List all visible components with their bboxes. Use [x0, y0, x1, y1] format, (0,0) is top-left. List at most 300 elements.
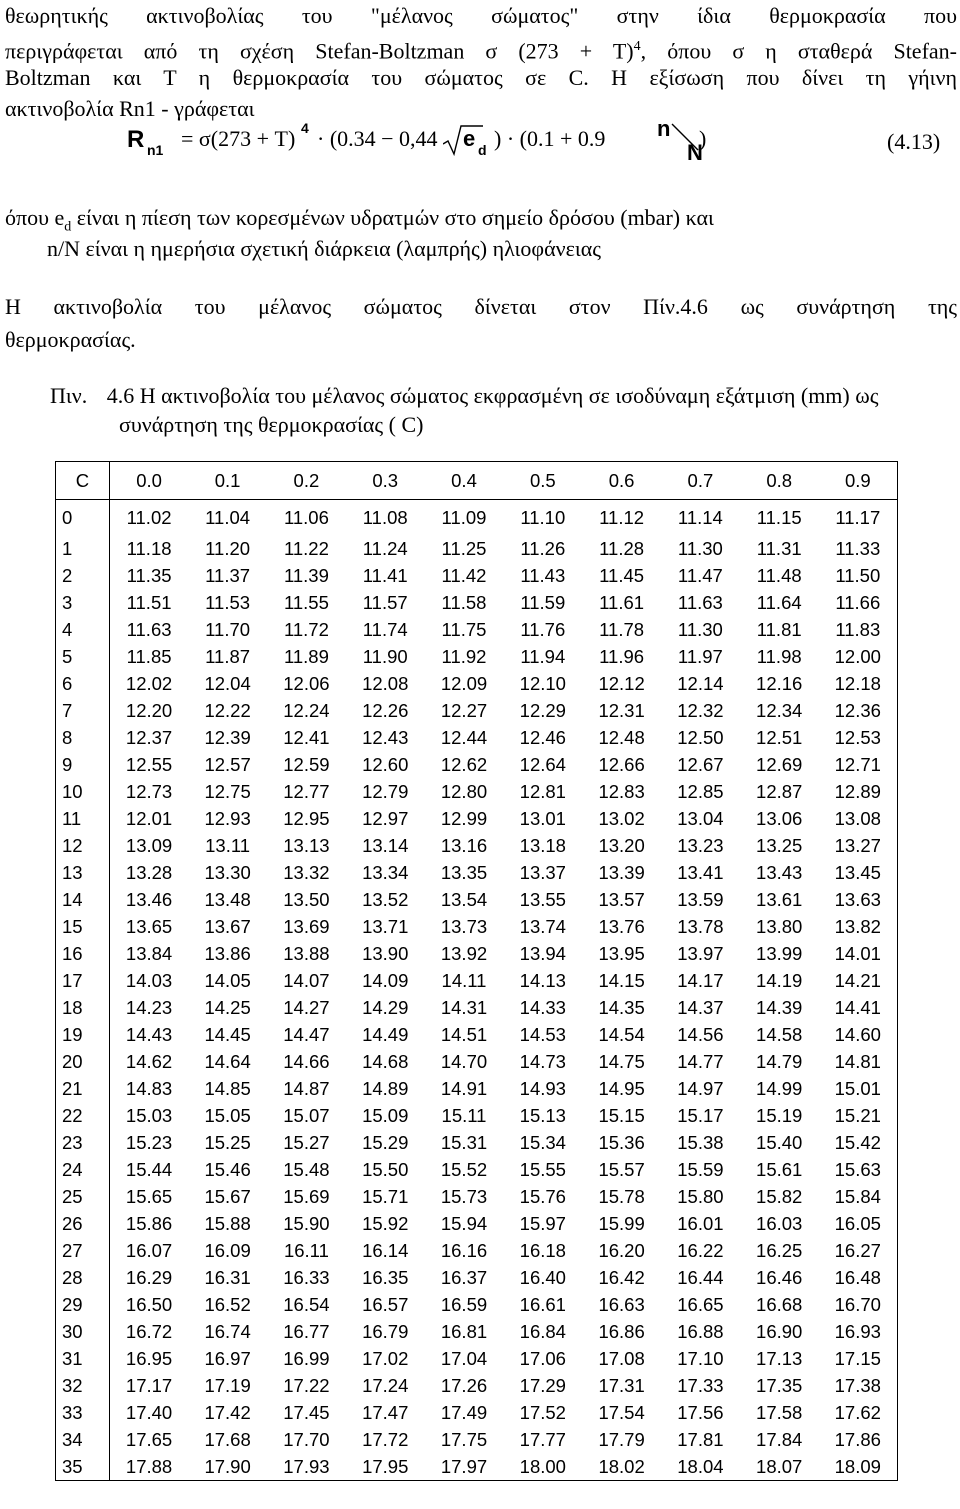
table-cell: 14.29 [362, 996, 409, 1018]
table-cell: 11.41 [362, 564, 408, 586]
table-row [56, 1210, 898, 1237]
row-header-temperature: 27 [56, 1237, 110, 1264]
row-header-temperature: 21 [56, 1075, 110, 1102]
table-cell: 12.36 [819, 697, 898, 724]
table-cell: 16.14 [362, 1239, 409, 1261]
table-cell: 16.50 [125, 1293, 173, 1315]
table-cell: 16.59 [440, 1293, 488, 1315]
row-header-temperature: 30 [56, 1318, 110, 1345]
table-cell: 12.26 [362, 699, 409, 721]
table-cell: 11.15 [740, 500, 819, 536]
table-cell: 16.52 [204, 1293, 251, 1315]
table-cell: 14.93 [519, 1077, 566, 1099]
table-cell: 11.76 [520, 618, 566, 640]
table-cell: 13.20 [598, 834, 645, 856]
table-cell: 17.84 [756, 1428, 803, 1450]
table-cell: 11.66 [819, 589, 898, 616]
table-cell: 13.78 [677, 915, 724, 937]
table-cell: 15.57 [598, 1158, 645, 1180]
table-cell: 15.67 [204, 1185, 251, 1207]
row-header-temperature: 31 [56, 1345, 110, 1372]
table-cell: 18.09 [819, 1453, 898, 1481]
row-header-temperature: 8 [56, 724, 110, 751]
table-cell: 15.82 [756, 1185, 803, 1207]
table-cell: 15.59 [677, 1158, 724, 1180]
table-cell: 16.90 [756, 1320, 803, 1342]
table-cell: 12.18 [819, 670, 898, 697]
table-cell: 13.48 [204, 888, 251, 910]
table-row [56, 616, 898, 643]
table-cell: 15.05 [204, 1104, 251, 1126]
table-cell: 15.50 [362, 1158, 409, 1180]
table-row [56, 1399, 898, 1426]
formula-eq: = σ(273 + T) [181, 126, 296, 151]
table-cell: 11.53 [205, 591, 251, 613]
table-cell: 13.84 [125, 942, 173, 964]
table-row [56, 994, 898, 1021]
table-cell: 12.59 [283, 753, 330, 775]
table-cell: 13.50 [283, 888, 330, 910]
table-cell: 11.96 [599, 645, 645, 667]
table-cell: 11.43 [520, 564, 566, 586]
table-cell: 11.98 [756, 645, 802, 667]
table-cell: 13.37 [519, 861, 566, 883]
intro-line-2-sup: 4 [633, 39, 641, 54]
table-cell: 12.27 [440, 699, 488, 721]
column-header: 0.2 [267, 462, 346, 500]
table-cell: 14.87 [283, 1077, 330, 1099]
table-row [56, 832, 898, 859]
table-cell: 15.19 [756, 1104, 803, 1126]
table-cell: 16.48 [819, 1264, 898, 1291]
table-cell: 12.99 [440, 807, 488, 829]
table-cell: 12.79 [362, 780, 409, 802]
table-cell: 12.29 [519, 699, 566, 721]
table-cell: 11.37 [205, 564, 251, 586]
table-header-row [56, 462, 898, 500]
table-cell: 17.24 [362, 1374, 409, 1396]
table-cell: 17.93 [267, 1453, 346, 1481]
table-cell: 12.62 [440, 753, 488, 775]
table-cell: 12.57 [204, 753, 251, 775]
table-cell: 14.89 [362, 1077, 409, 1099]
definition-text-b: είναι η πίεση των κορεσμένων υδρατμών στο σημείο δρόσου (mbar) και [71, 205, 714, 230]
table-row [56, 940, 898, 967]
table-cell: 14.53 [519, 1023, 566, 1045]
column-header: 0.0 [109, 462, 188, 500]
table-cell: 13.82 [819, 913, 898, 940]
row-header-temperature: 4 [56, 616, 110, 643]
table-cell: 13.57 [598, 888, 645, 910]
table-cell: 15.07 [283, 1104, 330, 1126]
table-cell: 13.86 [204, 942, 251, 964]
table-cell: 14.23 [125, 996, 173, 1018]
table-cell: 14.33 [519, 996, 566, 1018]
intro-line-2-text-b: , όπου σ η σταθερά Stefan- [640, 38, 957, 64]
table-cell: 15.21 [819, 1102, 898, 1129]
table-cell: 12.97 [362, 807, 409, 829]
table-cell: 16.40 [519, 1266, 566, 1288]
row-header-temperature: 5 [56, 643, 110, 670]
table-cell: 16.88 [677, 1320, 724, 1342]
table-cell: 13.97 [677, 942, 724, 964]
table-cell: 17.95 [346, 1453, 425, 1481]
table-cell: 12.20 [125, 699, 173, 721]
table-cell: 14.70 [440, 1050, 488, 1072]
table-cell: 14.64 [204, 1050, 251, 1072]
row-header-temperature: 9 [56, 751, 110, 778]
table-row [56, 1156, 898, 1183]
table-cell: 17.08 [598, 1347, 645, 1369]
table-cell: 12.64 [519, 753, 566, 775]
table-cell: 14.73 [519, 1050, 566, 1072]
column-header: 0.8 [740, 462, 819, 500]
column-header: 0.3 [346, 462, 425, 500]
row-header-temperature: 19 [56, 1021, 110, 1048]
table-cell: 13.34 [362, 861, 409, 883]
table-cell: 13.80 [756, 915, 803, 937]
blackbody-line-1-text: Η ακτινοβολία του μέλανος σώματος δίνεται στον Πίν.4.6 ως συνάρτηση της [5, 294, 957, 319]
blackbody-line-1 [5, 291, 957, 322]
table-cell: 14.43 [125, 1023, 173, 1045]
row-header-temperature: 29 [56, 1291, 110, 1318]
table-cell: 18.00 [503, 1453, 582, 1481]
table-cell: 14.54 [598, 1023, 645, 1045]
definition-line-2-text: n/N είναι η ημερήσια σχετική διάρκεια (λαμπρής) ηλιοφάνειας [47, 236, 601, 261]
table-cell: 16.93 [819, 1318, 898, 1345]
table-row [56, 643, 898, 670]
table-cell: 15.71 [362, 1185, 409, 1207]
table-cell: 16.09 [204, 1239, 251, 1261]
table-cell: 14.75 [598, 1050, 645, 1072]
table-cell: 14.83 [125, 1077, 173, 1099]
row-header-temperature: 15 [56, 913, 110, 940]
table-body [56, 500, 898, 1481]
table-cell: 11.18 [126, 537, 172, 559]
row-header-temperature: 32 [56, 1372, 110, 1399]
table-cell: 12.67 [677, 753, 724, 775]
table-cell: 13.04 [677, 807, 724, 829]
table-cell: 12.10 [519, 672, 566, 694]
row-header-temperature: 34 [56, 1426, 110, 1453]
table-cell: 14.25 [204, 996, 251, 1018]
table-cell: 11.75 [441, 618, 487, 640]
table-cell: 17.58 [756, 1401, 803, 1423]
table-cell: 14.37 [677, 996, 724, 1018]
table-caption-label: Πιν. [50, 383, 88, 408]
table-row [56, 805, 898, 832]
row-header-temperature: 6 [56, 670, 110, 697]
table-cell: 12.37 [125, 726, 173, 748]
table-cell: 12.51 [756, 726, 803, 748]
table-cell: 12.75 [204, 780, 251, 802]
table-cell: 13.18 [519, 834, 566, 856]
table-row [56, 1264, 898, 1291]
table-cell: 11.25 [441, 537, 487, 559]
table-cell: 14.77 [677, 1050, 724, 1072]
table-cell: 17.40 [125, 1401, 173, 1423]
table-cell: 16.27 [819, 1237, 898, 1264]
table-cell: 11.09 [425, 500, 504, 536]
formula-lhs: R [127, 126, 145, 153]
table-cell: 17.81 [677, 1428, 724, 1450]
table-cell: 16.81 [440, 1320, 488, 1342]
table-cell: 14.39 [756, 996, 803, 1018]
table-cell: 15.42 [819, 1129, 898, 1156]
table-cell: 15.31 [440, 1131, 488, 1153]
row-header-temperature: 13 [56, 859, 110, 886]
table-cell: 11.55 [283, 591, 329, 613]
table-cell: 11.02 [109, 500, 188, 536]
table-cell: 15.23 [125, 1131, 173, 1153]
formula-n: n [657, 116, 671, 141]
table-corner-cell: C [56, 462, 110, 500]
table-cell: 13.45 [819, 859, 898, 886]
table-cell: 14.62 [125, 1050, 173, 1072]
table-cell: 11.17 [819, 500, 898, 536]
intro-line-3 [5, 62, 957, 93]
table-cell: 14.51 [440, 1023, 488, 1045]
row-header-temperature: 17 [56, 967, 110, 994]
table-cell: 13.69 [283, 915, 330, 937]
table-row [56, 1075, 898, 1102]
table-cell: 15.73 [440, 1185, 488, 1207]
column-header: 0.7 [661, 462, 740, 500]
table-row [56, 697, 898, 724]
table-cell: 11.51 [126, 591, 172, 613]
table-cell: 12.00 [819, 643, 898, 670]
table-cell: 13.46 [125, 888, 173, 910]
table-cell: 13.14 [362, 834, 409, 856]
table-row [56, 1453, 898, 1481]
table-cell: 15.90 [283, 1212, 330, 1234]
table-row [56, 535, 898, 562]
table-cell: 15.09 [362, 1104, 409, 1126]
table-cell: 11.72 [283, 618, 329, 640]
definition-sub: d [64, 219, 72, 235]
table-cell: 11.22 [283, 537, 329, 559]
table-cell: 11.24 [362, 537, 408, 559]
table-cell: 16.97 [204, 1347, 251, 1369]
table-cell: 15.94 [440, 1212, 488, 1234]
table-cell: 16.84 [519, 1320, 566, 1342]
table-cell: 12.32 [677, 699, 724, 721]
table-cell: 14.49 [362, 1023, 409, 1045]
table-cell: 13.16 [440, 834, 488, 856]
table-cell: 15.25 [204, 1131, 251, 1153]
table-cell: 17.77 [519, 1428, 566, 1450]
table-cell: 14.19 [756, 969, 803, 991]
table-row [56, 1291, 898, 1318]
table-cell: 12.08 [362, 672, 409, 694]
table-row [56, 859, 898, 886]
table-cell: 15.61 [756, 1158, 803, 1180]
intro-line-4-text: ακτινοβολία Rn1 - γράφεται [5, 96, 255, 121]
table-cell: 16.77 [283, 1320, 330, 1342]
row-header-temperature: 23 [56, 1129, 110, 1156]
table-cell: 15.84 [819, 1183, 898, 1210]
definition-text-a: όπου e [5, 205, 65, 230]
table-cell: 14.01 [819, 940, 898, 967]
table-cell: 13.02 [598, 807, 645, 829]
table-cell: 16.99 [283, 1347, 330, 1369]
table-cell: 13.67 [204, 915, 251, 937]
table-cell: 17.19 [204, 1374, 251, 1396]
table-cell: 17.52 [519, 1401, 566, 1423]
table-cell: 16.22 [677, 1239, 724, 1261]
table-cell: 15.15 [598, 1104, 645, 1126]
table-cell: 12.06 [283, 672, 330, 694]
table-cell: 14.47 [283, 1023, 330, 1045]
table-cell: 13.35 [440, 861, 488, 883]
table-cell: 12.16 [756, 672, 803, 694]
table-cell: 11.50 [819, 562, 898, 589]
row-header-temperature: 3 [56, 589, 110, 616]
table-cell: 14.66 [283, 1050, 330, 1072]
table-cell: 11.35 [126, 564, 172, 586]
table-cell: 15.86 [125, 1212, 173, 1234]
table-cell: 16.31 [204, 1266, 251, 1288]
table-cell: 18.04 [661, 1453, 740, 1481]
table-cell: 14.05 [204, 969, 251, 991]
blackbody-line-2-text: θερμοκρασίας. [5, 327, 136, 352]
table-cell: 16.07 [125, 1239, 173, 1261]
table-cell: 12.22 [204, 699, 251, 721]
table-cell: 16.20 [598, 1239, 645, 1261]
table-row [56, 1372, 898, 1399]
table-cell: 13.27 [819, 832, 898, 859]
table-caption-line-1 [50, 380, 950, 411]
table-cell: 15.92 [362, 1212, 409, 1234]
table-cell: 12.95 [283, 807, 330, 829]
row-header-temperature: 16 [56, 940, 110, 967]
table-cell: 12.34 [756, 699, 803, 721]
table-cell: 12.46 [519, 726, 566, 748]
table-cell: 17.72 [362, 1428, 409, 1450]
table-cell: 13.06 [756, 807, 803, 829]
table-cell: 11.81 [756, 618, 802, 640]
table-cell: 11.74 [362, 618, 408, 640]
table-cell: 15.44 [125, 1158, 173, 1180]
table-cell: 12.85 [677, 780, 724, 802]
table-cell: 16.61 [519, 1293, 566, 1315]
table-cell: 13.65 [125, 915, 173, 937]
table-cell: 12.89 [819, 778, 898, 805]
table-cell: 17.02 [362, 1347, 409, 1369]
table-cell: 16.05 [819, 1210, 898, 1237]
table-cell: 17.33 [677, 1374, 724, 1396]
table-cell: 18.02 [582, 1453, 661, 1481]
table-cell: 13.59 [677, 888, 724, 910]
row-header-temperature: 33 [56, 1399, 110, 1426]
table-cell: 13.73 [440, 915, 488, 937]
table-cell: 12.04 [204, 672, 251, 694]
table-cell: 17.86 [819, 1426, 898, 1453]
table-cell: 16.46 [756, 1266, 803, 1288]
row-header-temperature: 28 [56, 1264, 110, 1291]
table-cell: 16.44 [677, 1266, 724, 1288]
table-cell: 14.13 [519, 969, 566, 991]
formula-close: ) [699, 126, 707, 151]
formula-ed-sub: d [478, 142, 487, 158]
table-cell: 11.04 [188, 500, 267, 536]
formula-part3: ) · (0.1 + 0.9 [494, 126, 606, 151]
table-row [56, 1183, 898, 1210]
table-cell: 16.95 [125, 1347, 173, 1369]
table-cell: 17.75 [440, 1428, 488, 1450]
table-cell: 14.09 [362, 969, 409, 991]
table-cell: 17.79 [598, 1428, 645, 1450]
row-header-temperature: 22 [56, 1102, 110, 1129]
table-cell: 16.01 [677, 1212, 724, 1234]
table-cell: 13.92 [440, 942, 488, 964]
column-header: 0.4 [425, 462, 504, 500]
table-cell: 13.39 [598, 861, 645, 883]
table-cell: 13.01 [519, 807, 566, 829]
table-cell: 12.09 [440, 672, 488, 694]
table-cell: 11.58 [441, 591, 487, 613]
table-cell: 14.11 [441, 969, 487, 991]
table-cell: 15.01 [819, 1075, 898, 1102]
table-row [56, 1048, 898, 1075]
table-cell: 11.48 [756, 564, 802, 586]
table-cell: 13.52 [362, 888, 409, 910]
table-cell: 13.13 [283, 834, 330, 856]
table-row [56, 1021, 898, 1048]
table-cell: 17.35 [756, 1374, 803, 1396]
table-cell: 16.68 [756, 1293, 803, 1315]
table-cell: 17.54 [598, 1401, 645, 1423]
table-cell: 11.26 [520, 537, 566, 559]
table-cell: 16.65 [677, 1293, 724, 1315]
table-cell: 17.13 [756, 1347, 803, 1369]
table-cell: 16.35 [362, 1266, 409, 1288]
table-cell: 13.61 [756, 888, 803, 910]
table-cell: 11.33 [819, 535, 898, 562]
table-cell: 14.81 [819, 1048, 898, 1075]
table-cell: 14.60 [819, 1021, 898, 1048]
formula-lhs-sub: n1 [147, 142, 164, 158]
table-cell: 11.57 [362, 591, 408, 613]
table-row [56, 913, 898, 940]
table-row [56, 562, 898, 589]
table-cell: 17.49 [440, 1401, 488, 1423]
table-cell: 16.37 [440, 1266, 488, 1288]
table-cell: 16.18 [519, 1239, 566, 1261]
row-header-temperature: 11 [56, 805, 110, 832]
table-cell: 13.30 [204, 861, 251, 883]
table-cell: 17.62 [819, 1399, 898, 1426]
table-cell: 15.65 [125, 1185, 173, 1207]
table-cell: 17.90 [188, 1453, 267, 1481]
table-row [56, 724, 898, 751]
row-header-temperature: 25 [56, 1183, 110, 1210]
table-cell: 11.31 [756, 537, 802, 559]
table-cell: 11.85 [126, 645, 172, 667]
table-cell: 13.11 [205, 834, 251, 856]
table-cell: 11.06 [267, 500, 346, 536]
table-cell: 12.12 [598, 672, 645, 694]
table-cell: 14.31 [440, 996, 488, 1018]
table-cell: 13.43 [756, 861, 803, 883]
table-cell: 12.71 [819, 751, 898, 778]
table-cell: 11.59 [520, 591, 566, 613]
intro-line-1-text: θεωρητικής ακτινοβολίας του "μέλανος σώματος" στην ίδια θερμοκρασία που [5, 3, 957, 28]
table-cell: 16.54 [283, 1293, 330, 1315]
table-cell: 11.14 [661, 500, 740, 536]
table-cell: 14.95 [598, 1077, 645, 1099]
table-cell: 12.02 [125, 672, 173, 694]
